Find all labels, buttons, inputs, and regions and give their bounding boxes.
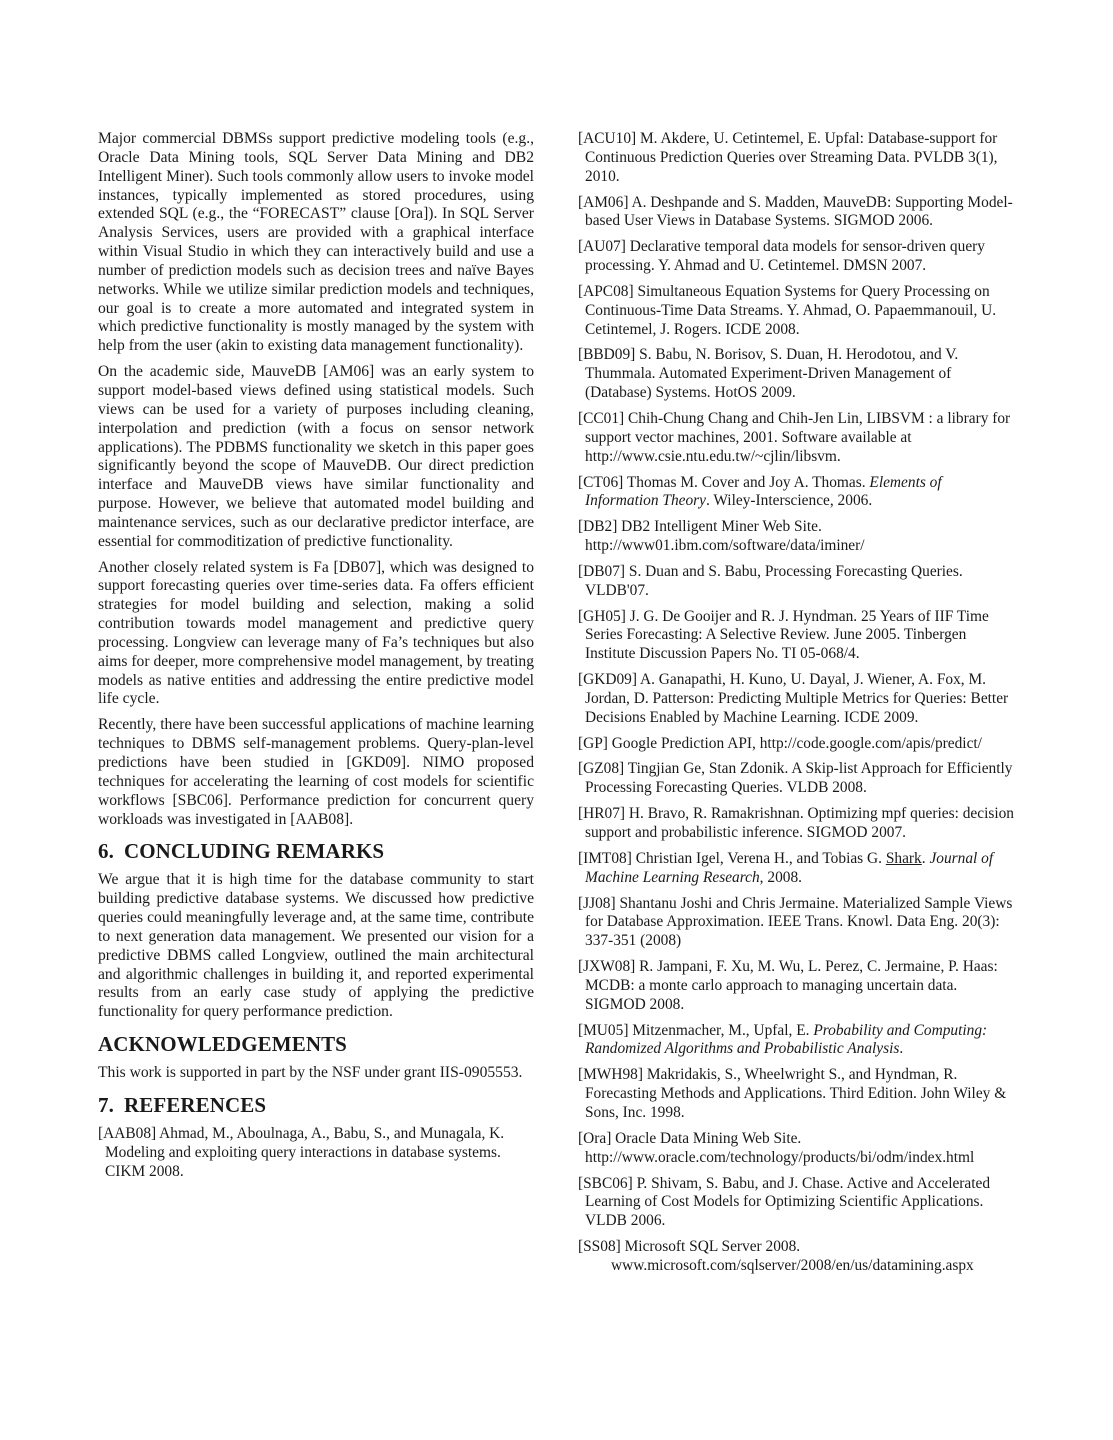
section-number: 6. — [98, 839, 114, 864]
reference-text: Shantanu Joshi and Chris Jermaine. Materialized Sample Views for Database Approximation. IEEE Trans. Knowl. Data Eng. 20(3): 337-351 (2008) — [585, 894, 1013, 950]
reference-text: R. Jampani, F. Xu, M. Wu, L. Perez, C. Jermaine, P. Haas: MCDB: a monte carlo approach to managing uncertain data. SIGMOD 2008. — [585, 958, 998, 1013]
reference-text: Google Prediction API, http://code.google.com/apis/predict/ — [607, 734, 982, 752]
reference-text: M. Akdere, U. Cetintemel, E. Upfal: Database-support for Continuous Prediction Queries over Streaming Data. PVLDB 3(1), 2010. — [585, 130, 998, 185]
section-title: CONCLUDING REMARKS — [123, 839, 385, 864]
reference-text: Declarative temporal data models for sensor-driven query processing. Y. Ahmad and U. Cetintemel. DMSN 2007. — [585, 238, 985, 275]
reference-item — [578, 850, 1018, 888]
reference-item — [578, 1066, 1018, 1123]
reference-item — [578, 608, 1018, 665]
reference-text: Mitzenmacher, M., Upfal, E. — [628, 1021, 814, 1039]
reference-text: A. Ganapathi, H. Kuno, U. Dayal, J. Wiener, A. Fox, M. Jordan, D. Patterson: Predicting Multiple Metrics for Queries: Better Decisions Enabled by Machine Learning. ICDE 2009. — [585, 671, 1009, 726]
reference-key: [AAB08] — [98, 1124, 157, 1142]
reference-item — [578, 958, 1018, 1015]
reference-key: [GKD09] — [578, 671, 637, 689]
reference-item — [578, 1238, 1018, 1276]
paragraph-acknowledgements: This work is supported in part by the NSF under grant IIS-0905553. — [98, 1064, 523, 1082]
reference-text: . Wiley-Interscience, 2006. — [705, 492, 873, 510]
reference-text: Simultaneous Equation Systems for Query Processing on Continuous-Time Data Streams. Y. Ahmad, O. Papaemmanouil, U. Cetintemel, J. Rogers. ICDE 2008. — [585, 282, 997, 338]
section-heading-concluding-remarks — [98, 839, 534, 863]
reference-text: Shark — [885, 849, 922, 867]
reference-key: [DB2] — [578, 518, 618, 536]
reference-key: [SBC06] — [578, 1174, 633, 1192]
reference-text: Elements of Information Theory — [585, 473, 942, 510]
reference-text: . — [921, 849, 930, 867]
reference-item — [578, 735, 1018, 754]
reference-key: [AU07] — [578, 238, 626, 256]
reference-item — [578, 238, 1018, 276]
paragraph-ml-techniques: Recently, there have been successful applications of machine learning techniques to DBMS self-management problems. Query-plan-level predictions have been studied in [GKD09]. NIMO proposed techniques for accelerating the learning of cost models for scientific workflows [SBC06]. Performance prediction for concurrent query workloads was investigated in [AAB08]. — [98, 716, 534, 828]
reference-key: [BBD09] — [578, 346, 636, 364]
left-column — [98, 130, 534, 1189]
reference-key: [ACU10] — [578, 130, 637, 147]
paragraph-concluding-remarks: We argue that it is high time for the database community to start building predictive database systems. We discussed how predictive queries could meaningfully leverage and, at the same time, contribute to next generation data management. We presented our vision for a predictive DBMS called Longview, outlined the main architectural and algorithmic challenges in building it, and reported experimental results from an early case study of applying the predictive functionality for query performance prediction. — [98, 871, 534, 1021]
reference-text: Probability and Computing: Randomized Algorithms and Probabilistic Analysis — [585, 1021, 988, 1058]
reference-key: [DB07] — [578, 562, 626, 580]
reference-item — [578, 563, 1018, 601]
reference-text: Tingjian Ge, Stan Zdonik. A Skip-list Approach for Efficiently Processing Forecasting Queries. VLDB 2008. — [585, 760, 1013, 797]
reference-text: Makridakis, S., Wheelwright S., and Hyndman, R. Forecasting Methods and Applications. Third Edition. John Wiley & Sons, Inc. 1998. — [585, 1066, 1007, 1121]
reference-item — [578, 671, 1018, 728]
reference-key: [CC01] — [578, 409, 625, 427]
reference-item — [578, 1130, 1018, 1168]
reference-item — [578, 283, 1018, 340]
reference-key: [GH05] — [578, 607, 626, 625]
reference-item — [578, 760, 1018, 798]
reference-item — [578, 474, 1018, 512]
reference-text: J. G. De Gooijer and R. J. Hyndman. 25 Years of IIF Time Series Forecasting: A Selective Review. June 2005. Tinbergen Institute Discussion Papers No. TI 05-068/4. — [585, 607, 989, 663]
reference-item — [578, 1022, 1018, 1060]
reference-key: [GZ08] — [578, 760, 625, 778]
reference-text: S. Duan and S. Babu, Processing Forecasting Queries. VLDB'07. — [585, 562, 963, 599]
reference-text: , 2008. — [759, 868, 802, 886]
reference-text: Thomas M. Cover and Joy A. Thomas. — [623, 473, 870, 491]
reference-item — [98, 1125, 534, 1182]
section-title: REFERENCES — [123, 1092, 267, 1117]
paragraph-mauvedb: On the academic side, MauveDB [AM06] was an early system to support model-based views defined using statistical models. Such views can be used for a variety of purposes including cleaning, interpolation and prediction (with a focus on sensor network applications). The PDBMS functionality we sketch in this paper goes significantly beyond the scope of MauveDB. Our direct prediction interface and MauveDB views have similar functionality and purpose. However, we believe that automated model building and maintenance services, such as our declarative predictor interface, are essential for commoditization of predictive functionality. — [98, 363, 534, 550]
reference-item — [578, 518, 1018, 556]
reference-url: www.microsoft.com/sqlserver/2008/en/us/datamining.aspx — [611, 1256, 974, 1274]
references-list — [578, 130, 1018, 1283]
section-heading-references — [98, 1093, 534, 1117]
reference-text: Chih-Chung Chang and Chih-Jen Lin, LIBSVM : a library for support vector machines, 2001. Software available at http://www.csie.ntu.edu.tw/~cjlin/libsvm. — [585, 409, 1011, 465]
paragraph-fa-system: Another closely related system is Fa [DB07], which was designed to support forecasting queries over time-series data. Fa offers efficient strategies for model building and selection, making a solid contribution towards model management and predictive query processing. Longview can leverage many of Fa’s techniques but also aims for deeper, more comprehensive model management, by treating models as native entities and addressing the entire predictive model life cycle. — [98, 558, 534, 708]
reference-text: Microsoft SQL Server 2008. — [620, 1238, 801, 1256]
reference-item — [578, 1175, 1018, 1232]
reference-key: [Ora] — [578, 1129, 612, 1147]
reference-text: S. Babu, N. Borisov, S. Duan, H. Herodotou, and V. Thummala. Automated Experiment-Driven Management of (Database) Systems. HotOS 2009. — [585, 346, 959, 402]
reference-key: [MWH98] — [578, 1066, 643, 1084]
reference-key: [IMT08] — [578, 849, 632, 867]
reference-key: [AM06] — [578, 193, 629, 211]
reference-key: [HR07] — [578, 805, 626, 823]
reference-text: Oracle Data Mining Web Site. http://www.oracle.com/technology/products/bi/odm/index.html — [585, 1129, 975, 1166]
reference-key: [APC08] — [578, 282, 634, 300]
reference-item — [578, 346, 1018, 403]
reference-text: DB2 Intelligent Miner Web Site. http://www01.ibm.com/software/data/iminer/ — [585, 518, 865, 555]
reference-key: [GP] — [578, 734, 608, 752]
paragraph-commercial-dbms: Major commercial DBMSs support predictive modeling tools (e.g., Oracle Data Mining tools, SQL Server Data Mining and DB2 Intelligent Miner). Such tools commonly allow users to invoke model instances, typically implemented as stored procedures, using extended SQL (e.g., the “FORECAST” clause [Ora]). In SQL Server Analysis Services, users are provided with a graphical interface within Visual Studio in which they can interactively build and use a number of prediction models such as decision trees and naïve Bayes networks. While we utilize similar prediction models and techniques, our goal is to create a more automated and integrated system in which predictive functionality is mostly managed by the system with help from the user (akin to existing data management functionality). — [98, 130, 534, 355]
reference-item — [578, 410, 1018, 467]
reference-key: [CT06] — [578, 473, 624, 491]
reference-key: [JXW08] — [578, 958, 636, 976]
reference-text: Christian Igel, Verena H., and Tobias G. — [631, 849, 886, 867]
reference-text: Ahmad, M., Aboulnaga, A., Babu, S., and Munagala, K. Modeling and exploiting query interactions in database systems. CIKM 2008. — [105, 1124, 505, 1180]
section-number: 7. — [98, 1092, 114, 1117]
reference-item — [578, 805, 1018, 843]
reference-text: H. Bravo, R. Ramakrishnan. Optimizing mpf queries: decision support and probabilistic inference. SIGMOD 2007. — [585, 805, 1015, 841]
reference-key: [JJ08] — [578, 894, 616, 912]
reference-item — [578, 895, 1018, 952]
reference-text: . — [899, 1040, 904, 1058]
reference-text: P. Shivam, S. Babu, and J. Chase. Active and Accelerated Learning of Cost Models for Optimizing Scientific Applications. VLDB 2006. — [585, 1174, 991, 1230]
reference-item — [578, 194, 1018, 232]
reference-key: [MU05] — [578, 1021, 629, 1039]
reference-text: A. Deshpande and S. Madden, MauveDB: Supporting Model-based User Views in Database Systems. SIGMOD 2006. — [585, 193, 1013, 230]
reference-key: [SS08] — [578, 1238, 621, 1256]
section-heading-acknowledgements: ACKNOWLEDGEMENTS — [98, 1032, 347, 1057]
reference-text: Journal of Machine Learning Research — [585, 849, 994, 886]
reference-item — [578, 130, 1018, 187]
